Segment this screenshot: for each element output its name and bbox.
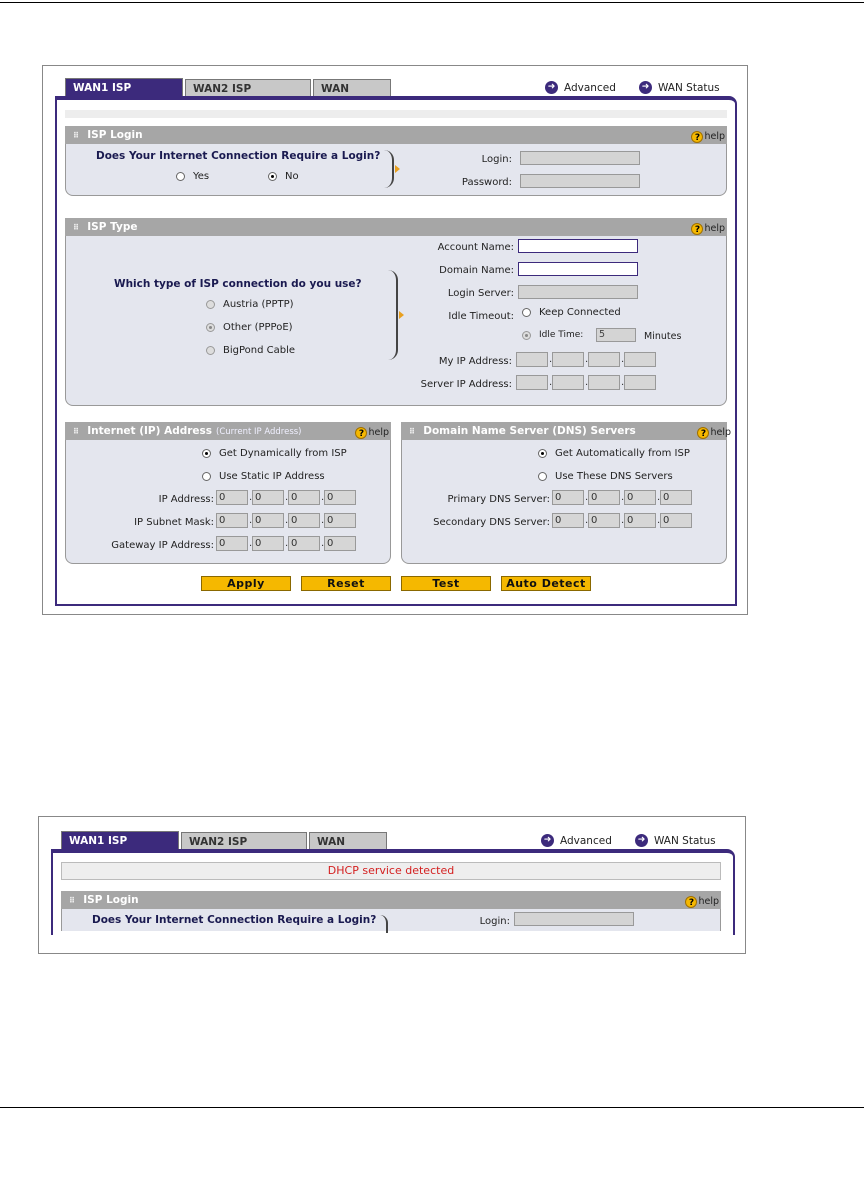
- login-question-2: Does Your Internet Connection Require a Login?: [92, 914, 377, 926]
- primary-dns-octet-2[interactable]: 0: [588, 490, 620, 505]
- octet-separator: .: [657, 515, 661, 526]
- gateway-octet-4[interactable]: 0: [324, 536, 356, 551]
- isp-other-radio[interactable]: [206, 322, 293, 333]
- brace-arrow-icon: [395, 165, 400, 173]
- isp-type-title: ISP Type: [87, 221, 138, 233]
- my-ip-label: My IP Address:: [438, 356, 512, 367]
- ip-octet-4[interactable]: 0: [324, 490, 356, 505]
- isp-other-label: Other (PPPoE): [223, 322, 293, 333]
- domain-name-label: Domain Name:: [439, 265, 514, 276]
- octet-separator: .: [321, 538, 325, 549]
- server-ip-octet-2[interactable]: [552, 375, 584, 390]
- my-ip-octet-2[interactable]: [552, 352, 584, 367]
- keep-connected-label: Keep Connected: [539, 307, 621, 318]
- account-name-input[interactable]: [518, 239, 638, 253]
- login-yes-label: Yes: [193, 171, 210, 182]
- radio-selected-icon: [202, 449, 211, 458]
- isp-bigpond-label: BigPond Cable: [223, 345, 296, 356]
- screenshot-wan1-settings: [42, 65, 748, 615]
- domain-name-input[interactable]: [518, 262, 638, 276]
- advanced-link[interactable]: [541, 834, 612, 847]
- use-static-radio[interactable]: [202, 471, 325, 482]
- isp-austria-radio[interactable]: [206, 299, 294, 310]
- login-server-label: Login Server:: [447, 288, 514, 299]
- login-label: Login:: [481, 154, 512, 165]
- secondary-dns-octet-4[interactable]: 0: [660, 513, 692, 528]
- help-label: help: [710, 427, 731, 438]
- octet-separator: .: [585, 377, 589, 388]
- dhcp-status-text: DHCP service detected: [327, 864, 455, 877]
- octet-separator: .: [249, 515, 253, 526]
- idle-time-radio[interactable]: [522, 330, 583, 340]
- octet-separator: .: [657, 492, 661, 503]
- primary-dns-octet-4[interactable]: 0: [660, 490, 692, 505]
- internet-ip-subtitle: (Current IP Address): [216, 427, 302, 437]
- ip-octet-3[interactable]: 0: [288, 490, 320, 505]
- isp-login-panel-2: [61, 909, 721, 931]
- internet-ip-header: [65, 422, 391, 440]
- reset-button[interactable]: Reset: [301, 576, 391, 591]
- radio-icon: [202, 472, 211, 481]
- server-ip-label: Server IP Address:: [420, 379, 512, 390]
- dns-panel: [401, 440, 727, 564]
- octet-separator: .: [285, 515, 289, 526]
- arrow-right-icon: ➜: [639, 81, 652, 94]
- grip-icon: ⠿: [409, 427, 416, 436]
- gateway-octet-1[interactable]: 0: [216, 536, 248, 551]
- help-label: help: [704, 131, 725, 142]
- login-input[interactable]: [520, 151, 640, 165]
- octet-separator: .: [585, 492, 589, 503]
- tab-wan-mode[interactable]: WAN: [309, 832, 387, 850]
- help-icon: ?: [355, 427, 367, 439]
- wan-status-link[interactable]: [635, 834, 716, 847]
- isp-login-header-2: [61, 891, 721, 909]
- isp-type-question: Which type of ISP connection do you use?: [114, 278, 362, 290]
- dns-header: [401, 422, 731, 440]
- help-label: help: [704, 223, 725, 234]
- wan-status-link-label: WAN Status: [654, 834, 716, 847]
- secondary-dns-octet-3[interactable]: 0: [624, 513, 656, 528]
- login-brace: [384, 150, 394, 188]
- octet-separator: .: [621, 515, 625, 526]
- isp-type-brace: [386, 270, 398, 360]
- radio-icon: [206, 346, 215, 355]
- brace-arrow-icon: [399, 311, 404, 319]
- server-ip-octet-4[interactable]: [624, 375, 656, 390]
- login-server-input[interactable]: [518, 285, 638, 299]
- settings-frame-partial: [51, 849, 735, 935]
- help-label: help: [698, 896, 719, 907]
- octet-separator: .: [585, 354, 589, 365]
- octet-separator: .: [621, 492, 625, 503]
- help-icon: ?: [685, 896, 697, 908]
- isp-login-title-2: ISP Login: [83, 894, 139, 906]
- radio-icon: [206, 300, 215, 309]
- idle-timeout-label: Idle Timeout:: [448, 311, 514, 322]
- primary-dns-octet-3[interactable]: 0: [624, 490, 656, 505]
- octet-separator: .: [549, 377, 553, 388]
- my-ip-octet-3[interactable]: [588, 352, 620, 367]
- ip-octet-1[interactable]: 0: [216, 490, 248, 505]
- page-bottom-rule: [0, 1107, 864, 1108]
- secondary-dns-octet-2[interactable]: 0: [588, 513, 620, 528]
- use-these-dns-radio[interactable]: [538, 471, 673, 482]
- server-ip-octet-3[interactable]: [588, 375, 620, 390]
- grip-icon: ⠿: [73, 427, 80, 436]
- advanced-link-label: Advanced: [564, 81, 616, 94]
- octet-separator: .: [549, 354, 553, 365]
- dns-title: Domain Name Server (DNS) Servers: [423, 425, 636, 437]
- isp-type-header: [65, 218, 727, 236]
- help-label: help: [368, 427, 389, 438]
- login-question: Does Your Internet Connection Require a Login?: [96, 150, 381, 162]
- internet-ip-title: Internet (IP) Address: [87, 425, 213, 437]
- mask-octet-2[interactable]: 0: [252, 513, 284, 528]
- get-auto-dns-radio[interactable]: [538, 448, 690, 459]
- ip-address-label: IP Address:: [158, 494, 214, 505]
- radio-selected-icon: [206, 323, 215, 332]
- screenshot-dhcp-detected: [38, 816, 746, 954]
- isp-login-header: [65, 126, 727, 144]
- octet-separator: .: [285, 492, 289, 503]
- mask-octet-3[interactable]: 0: [288, 513, 320, 528]
- wan-status-link[interactable]: [639, 81, 720, 94]
- login-no-radio[interactable]: [268, 171, 299, 182]
- login-brace-2: [380, 915, 388, 933]
- page-top-rule: [0, 2, 864, 3]
- radio-selected-icon: [268, 172, 277, 181]
- my-ip-octet-4[interactable]: [624, 352, 656, 367]
- octet-separator: .: [249, 538, 253, 549]
- radio-icon: [176, 172, 185, 181]
- isp-type-panel: [65, 236, 727, 406]
- secondary-dns-label: Secondary DNS Server:: [433, 517, 550, 528]
- isp-bigpond-radio[interactable]: [206, 345, 295, 356]
- ip-octet-2[interactable]: 0: [252, 490, 284, 505]
- octet-separator: .: [621, 354, 625, 365]
- arrow-right-icon: ➜: [541, 834, 554, 847]
- isp-login-title: ISP Login: [87, 129, 143, 141]
- octet-separator: .: [585, 515, 589, 526]
- tab-wan-mode[interactable]: WAN: [313, 79, 391, 97]
- tab-wan2-isp-settings[interactable]: WAN2 ISP: [185, 79, 311, 97]
- wan-status-link-label: WAN Status: [658, 81, 720, 94]
- help-icon: ?: [697, 427, 709, 439]
- primary-dns-octet-1[interactable]: 0: [552, 490, 584, 505]
- grip-icon: ⠿: [69, 896, 76, 905]
- subnet-mask-label: IP Subnet Mask:: [134, 517, 214, 528]
- password-input[interactable]: [520, 174, 640, 188]
- mask-octet-1[interactable]: 0: [216, 513, 248, 528]
- help-icon: ?: [691, 131, 703, 143]
- internet-ip-panel: [65, 440, 391, 564]
- get-dynamic-label: Get Dynamically from ISP: [219, 448, 347, 459]
- isp-login-panel: [65, 144, 727, 196]
- octet-separator: .: [249, 492, 253, 503]
- tab-wan1-isp-settings[interactable]: WAN1 ISP: [65, 78, 183, 96]
- radio-selected-icon: [522, 331, 531, 340]
- test-button[interactable]: Test: [401, 576, 491, 591]
- help-icon: ?: [691, 223, 703, 235]
- tab-wan2-isp-settings[interactable]: WAN2 ISP: [181, 832, 307, 850]
- isp-austria-label: Austria (PPTP): [223, 299, 294, 310]
- auto-detect-button[interactable]: Auto Detect: [501, 576, 591, 591]
- octet-separator: .: [321, 492, 325, 503]
- octet-separator: .: [285, 538, 289, 549]
- settings-frame: [55, 96, 737, 606]
- radio-icon: [522, 308, 531, 317]
- advanced-link-label: Advanced: [560, 834, 612, 847]
- arrow-right-icon: ➜: [635, 834, 648, 847]
- grip-icon: ⠿: [73, 131, 80, 140]
- gateway-octet-3[interactable]: 0: [288, 536, 320, 551]
- advanced-link[interactable]: [545, 81, 616, 94]
- idle-time-label: Idle Time:: [539, 330, 584, 340]
- arrow-right-icon: ➜: [545, 81, 558, 94]
- status-strip: [65, 110, 727, 118]
- tab-wan1-isp-settings[interactable]: WAN1 ISP: [61, 831, 179, 849]
- octet-separator: .: [621, 377, 625, 388]
- mask-octet-4[interactable]: 0: [324, 513, 356, 528]
- octet-separator: .: [321, 515, 325, 526]
- radio-selected-icon: [538, 449, 547, 458]
- minutes-label: Minutes: [644, 331, 682, 342]
- account-name-label: Account Name:: [437, 242, 514, 253]
- my-ip-octet-1[interactable]: [516, 352, 548, 367]
- idle-time-input[interactable]: 5: [596, 328, 636, 342]
- password-label: Password:: [461, 177, 512, 188]
- radio-icon: [538, 472, 547, 481]
- grip-icon: ⠿: [73, 223, 80, 232]
- use-these-dns-label: Use These DNS Servers: [555, 471, 673, 482]
- gateway-octet-2[interactable]: 0: [252, 536, 284, 551]
- login-input-2[interactable]: [514, 912, 634, 926]
- get-dynamic-radio[interactable]: [202, 448, 347, 459]
- login-label-2: Login:: [479, 916, 510, 927]
- get-auto-dns-label: Get Automatically from ISP: [555, 448, 690, 459]
- use-static-label: Use Static IP Address: [219, 471, 325, 482]
- login-no-label: No: [285, 171, 299, 182]
- gateway-label: Gateway IP Address:: [111, 540, 214, 551]
- keep-connected-radio[interactable]: [522, 307, 621, 318]
- primary-dns-label: Primary DNS Server:: [447, 494, 550, 505]
- server-ip-octet-1[interactable]: [516, 375, 548, 390]
- secondary-dns-octet-1[interactable]: 0: [552, 513, 584, 528]
- apply-button[interactable]: Apply: [201, 576, 291, 591]
- login-yes-radio[interactable]: [176, 171, 209, 182]
